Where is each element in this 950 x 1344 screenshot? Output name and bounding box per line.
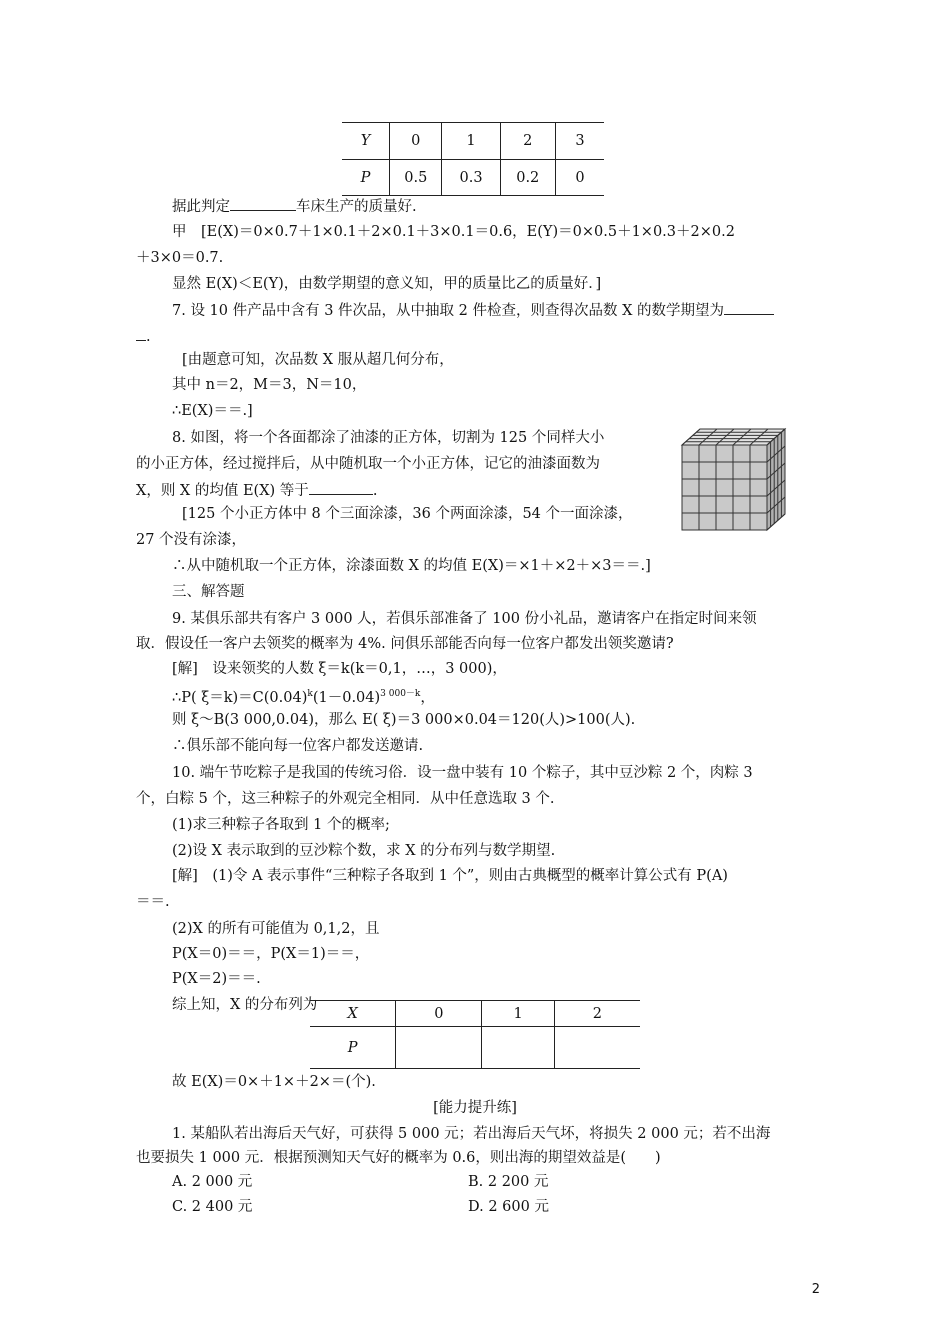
answer-blank (136, 326, 146, 341)
table-cell: 0 (555, 160, 604, 196)
table-cell: 0 (396, 1001, 482, 1027)
q7-line: [由题意可知，次品数 X 服从超几何分布， (182, 352, 454, 368)
option-a: A. 2 000 元 (172, 1174, 253, 1190)
table-cell: 2 (500, 123, 555, 160)
text: 7. 设 10 件产品中含有 3 件次品，从中抽取 2 件检查，则查得次品数 X 的数学期望为 (172, 303, 725, 319)
table-cell (396, 1027, 482, 1069)
q6-line: ＋3×0＝0.7. (136, 250, 224, 266)
superscript: k (307, 689, 313, 699)
q8-line: 27 个没有涂漆， (136, 532, 247, 548)
text: (1－0.04) (312, 689, 381, 706)
q7-line: 其中 n＝2，M＝3，N＝10， (172, 377, 367, 393)
q8-line: 的小正方体，经过搅拌后，从中随机取一个小正方体，记它的油漆面数为 (136, 456, 600, 472)
q10-line: (1)求三种粽子各取到 1 个的概率; (172, 817, 390, 833)
q8-line: ∴从中随机取一个正方体，涂漆面数 X 的均值 E(X)＝×1＋×2＋×3＝＝.] (172, 558, 651, 574)
section-heading: [能力提升练] (433, 1100, 517, 1116)
table-cell: X (310, 1001, 396, 1027)
cube-figure (680, 422, 796, 532)
section-heading: 三、解答题 (172, 584, 245, 600)
q10-line: (2)设 X 表示取到的豆沙粽个数，求 X 的分布列与数学期望. (172, 843, 556, 859)
text: . (146, 329, 151, 345)
table-cell: 0 (390, 123, 442, 160)
q8-line: [125 个小正方体中 8 个三面涂漆，36 个两面涂漆，54 个一面涂漆， (182, 506, 633, 522)
table-cell: 0.5 (390, 160, 442, 196)
answer-blank (309, 480, 373, 495)
q10-line: 故 E(X)＝0×＋1×＋2×＝(个). (172, 1074, 376, 1090)
q9-line: 取．假设任一客户去领奖的概率为 4%. 问俱乐部能否向每一位客户都发出领奖邀请? (136, 636, 674, 652)
text: ∴P( ξ＝k)＝C(0.04) (172, 689, 308, 706)
table-cell: P (310, 1027, 396, 1069)
table-cell: 1 (482, 1001, 554, 1027)
q10-line: [解] (1)令 A 表示事件“三种粽子各取到 1 个”，则由古典概型的概率计算公式有 P(A) (172, 868, 728, 884)
text: X，则 X 的均值 E(X) 等于 (136, 483, 309, 499)
table-cell: 0.2 (500, 160, 555, 196)
q9-line: 则 ξ～B(3 000,0.04)，那么 E( ξ)＝3 000×0.04＝120(人)>100(人). (172, 712, 636, 728)
text: ， (420, 689, 435, 706)
option-d: D. 2 600 元 (468, 1199, 549, 1215)
q10-line: P(X＝0)＝＝，P(X＝1)＝＝， (172, 946, 370, 962)
q9-line: 9. 某俱乐部共有客户 3 000 人，若俱乐部准备了 100 份小礼品，邀请客户在指定时间来领 (172, 611, 757, 627)
q8-line (136, 480, 377, 501)
option-c: C. 2 400 元 (172, 1199, 253, 1215)
q10-line: 个，白粽 5 个，这三种粽子的外观完全相同．从中任意选取 3 个. (136, 791, 555, 807)
q10-line: 10. 端午节吃粽子是我国的传统习俗．设一盘中装有 10 个粽子，其中豆沙粽 2 个，肉粽 3 (172, 765, 753, 781)
q7-line (136, 326, 151, 347)
q9-line: [解] 设来领奖的人数 ξ＝k(k＝0,1，…，3 000)， (172, 661, 507, 677)
q9-line: ∴俱乐部不能向每一位客户都发送邀请. (172, 738, 424, 754)
table-cell: 0.3 (442, 160, 500, 196)
superscript: 3 000－k (380, 689, 421, 699)
table-cell (482, 1027, 554, 1069)
q8-line: 8. 如图，将一个各面都涂了油漆的正方体，切割为 125 个同样大小 (172, 430, 605, 446)
q6-line (172, 196, 417, 217)
q10-line: ＝＝. (136, 894, 170, 910)
q6-line: 甲 [E(X)＝0×0.7＋1×0.1＋2×0.1＋3×0.1＝0.6，E(Y)＝0×0.5＋1×0.3＋2×0.2 (172, 224, 735, 240)
text: 车床生产的质量好. (296, 199, 417, 215)
q10-line: (2)X 的所有可能值为 0,1,2，且 (172, 921, 380, 937)
q10-line: 综上知，X 的分布列为 (172, 997, 318, 1013)
option-b: B. 2 200 元 (468, 1174, 549, 1190)
q7-line: ∴E(X)＝＝.] (172, 403, 253, 419)
q10-line: P(X＝2)＝＝. (172, 971, 261, 987)
q7-line (172, 300, 774, 321)
table-cell (554, 1027, 640, 1069)
page-number: 2 (811, 1282, 820, 1297)
q9-line (172, 684, 435, 708)
table-cell: 1 (442, 123, 500, 160)
table-cell: Y (342, 123, 390, 160)
distribution-table-x (310, 1000, 640, 1069)
table-cell: 2 (554, 1001, 640, 1027)
table-cell: P (342, 160, 390, 196)
q6-line: 显然 E(X)＜E(Y)，由数学期望的意义知，甲的质量比乙的质量好．] (172, 276, 602, 292)
p1-line: 也要损失 1 000 元．根据预测知天气好的概率为 0.6，则出海的期望效益是( ) (136, 1150, 661, 1166)
answer-blank (230, 196, 296, 211)
distribution-table-y (342, 122, 604, 196)
p1-line: 1. 某船队若出海后天气好，可获得 5 000 元；若出海后天气坏，将损失 2 000 元；若不出海 (172, 1126, 771, 1142)
text: . (372, 483, 378, 499)
answer-blank (724, 300, 774, 315)
text: 据此判定 (172, 199, 230, 215)
table-cell: 3 (555, 123, 604, 160)
